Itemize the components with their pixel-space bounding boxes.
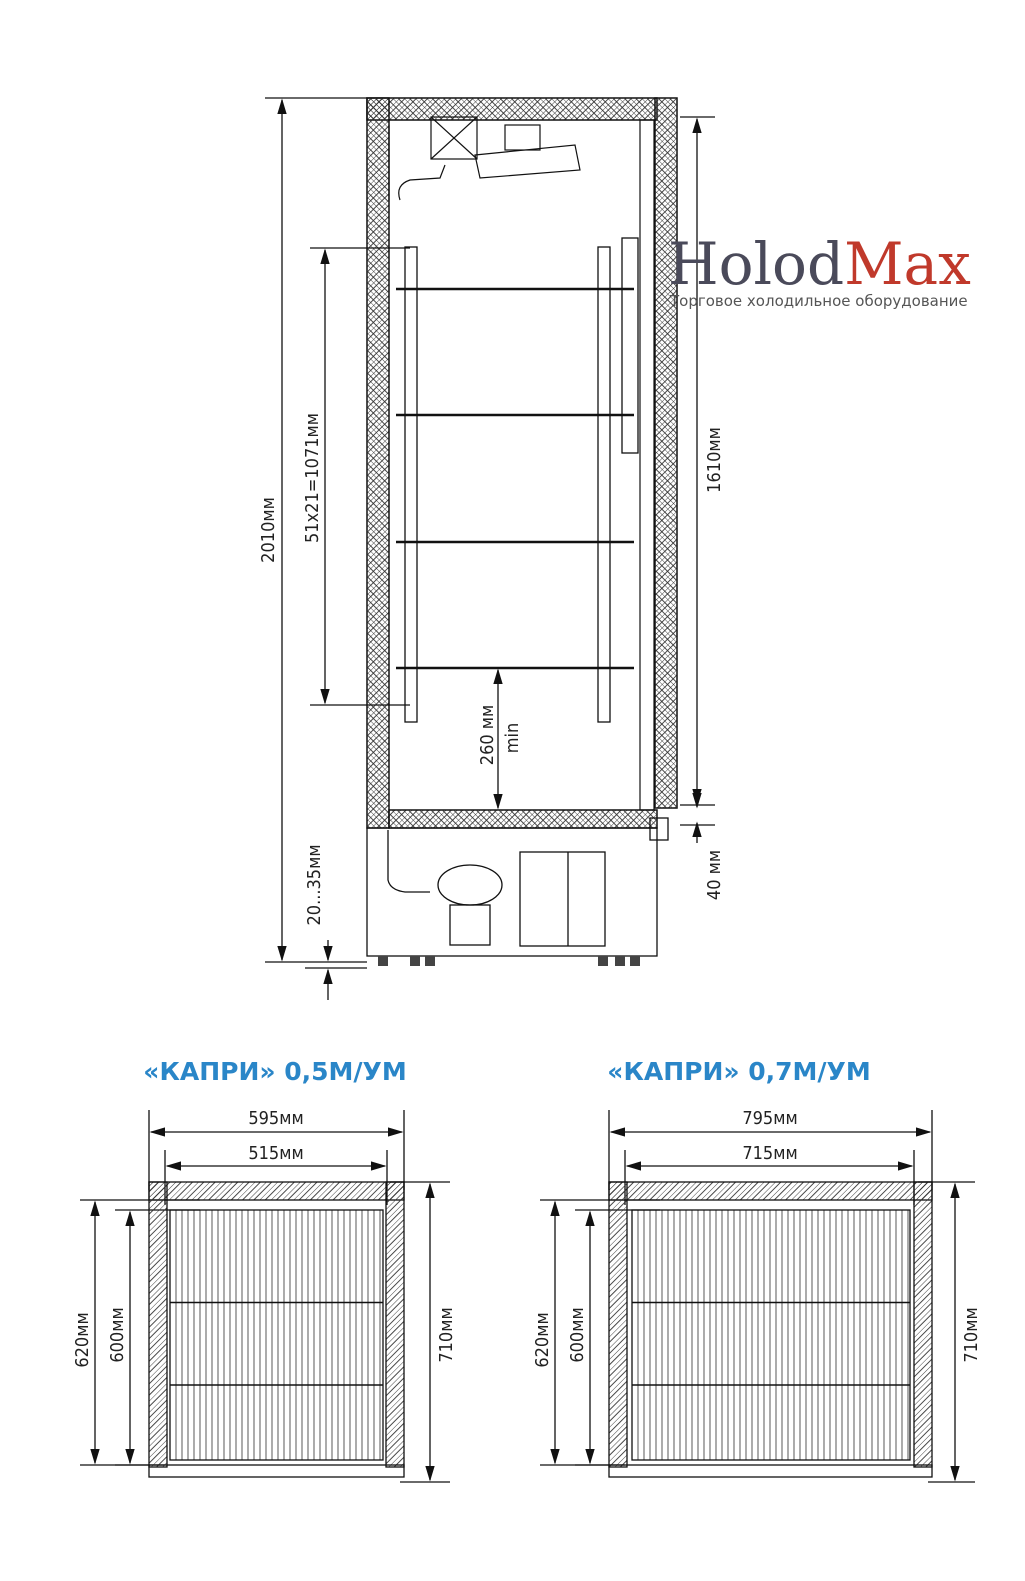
dim-inner-width: 715мм (742, 1143, 798, 1164)
plan-shelf-grid (170, 1210, 383, 1460)
shelf-rails (405, 238, 638, 722)
dim-depth-710: 710мм (436, 1307, 457, 1363)
plan-title: «КАПРИ» 0,7М/УМ (607, 1057, 871, 1086)
dim-min-bottom-note: min (502, 722, 523, 754)
logo-part-holod: Holod (668, 230, 845, 298)
plan-shelf-grid (632, 1210, 910, 1460)
dim-depth-620: 620мм (532, 1312, 553, 1368)
evaporator-unit (389, 117, 580, 200)
dim-door-height-label: 1610мм (704, 427, 725, 493)
dim-shelf-pitch-label: 51х21=1071мм (302, 413, 323, 543)
dim-depth-710: 710мм (961, 1307, 982, 1363)
logo-part-max: Max (844, 230, 971, 298)
side-view (258, 98, 725, 1000)
dimension-lines (265, 98, 715, 1000)
cabinet-walls (367, 98, 677, 828)
plan-cabinet (609, 1182, 932, 1477)
dim-depth-600: 600мм (107, 1307, 128, 1363)
dim-outer-width: 595мм (248, 1108, 304, 1129)
holodmax-logo (668, 230, 971, 310)
dim-outer-width: 795мм (742, 1108, 798, 1129)
plan-cabinet (149, 1182, 404, 1477)
logo-tagline: Торговое холодильное оборудование (670, 292, 968, 310)
machine-compartment (367, 818, 668, 956)
dim-inner-width: 515мм (248, 1143, 304, 1164)
dim-total-height-label: 2010мм (258, 497, 279, 563)
plan-view-07 (532, 1057, 982, 1482)
feet (378, 956, 640, 966)
dim-gap-label: 40 мм (704, 849, 725, 901)
plan-title: «КАПРИ» 0,5М/УМ (143, 1057, 407, 1086)
dim-feet-label: 20...35мм (304, 844, 325, 926)
svg-text:HolodMax (668, 230, 971, 298)
dim-min-bottom-label: 260 мм (477, 704, 498, 766)
dim-depth-600: 600мм (567, 1307, 588, 1363)
dim-depth-620: 620мм (72, 1312, 93, 1368)
plan-view-05 (72, 1057, 457, 1482)
